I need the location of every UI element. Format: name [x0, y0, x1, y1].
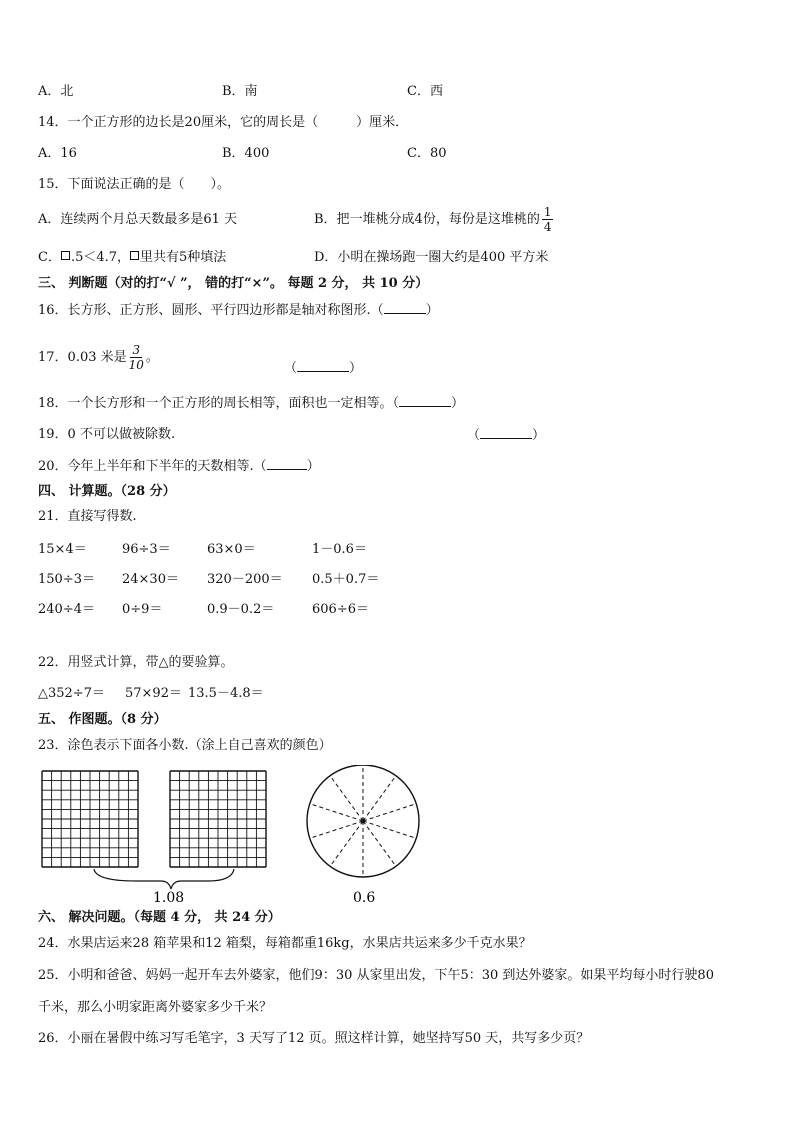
- curly-brace-icon: [94, 869, 234, 889]
- hundred-grid-2[interactable]: [170, 771, 266, 867]
- q21-item: 1－0.6＝: [312, 542, 367, 557]
- box-placeholder-icon: [130, 251, 139, 260]
- q15-option-a: A．连续两个月总天数最多是61 天: [38, 212, 238, 227]
- q17-answer-blank[interactable]: [297, 359, 349, 372]
- q13-option-c: C．西: [407, 84, 443, 99]
- question-19: 19．0 不可以做被除数.: [38, 427, 176, 442]
- q17-text: 17．0.03 米是: [38, 350, 127, 365]
- q14-blank: [318, 114, 356, 126]
- question-26: 26．小丽在暑假中练习写毛笔字，3 天写了12 页。照这样计算，她坚持写50 天，共写多少页？: [38, 1031, 590, 1046]
- ten-part-circle[interactable]: [307, 765, 419, 877]
- circle-radius: [363, 776, 396, 821]
- q15-option-d: D．小明在操场跑一圈大约是400 平方米: [314, 250, 549, 265]
- question-16: [38, 301, 439, 320]
- q18-text: 18．一个长方形和一个正方形的周长相等，面积也一定相等。（: [38, 396, 400, 411]
- circle-radius: [330, 821, 363, 866]
- q21-item: 24×30＝: [122, 572, 179, 587]
- q15-frac-num: 1: [543, 205, 552, 219]
- q15-option-c: [38, 249, 226, 267]
- q18-answer-blank[interactable]: [399, 394, 451, 407]
- question-15: 15．下面说法正确的是（ ）。: [38, 177, 231, 192]
- q18-close: ）: [451, 396, 465, 411]
- q23-figure: [36, 765, 456, 905]
- question-24: 24．水果店运来28 箱苹果和12 箱梨，每箱都重16kg，水果店共运来多少千克水果？: [38, 936, 532, 951]
- q21-item: 0.5＋0.7＝: [312, 572, 380, 587]
- q19-open: （: [467, 428, 481, 443]
- hundred-grid-1[interactable]: [42, 771, 138, 867]
- circle-label: 0.6: [353, 890, 376, 905]
- q19-close: ）: [532, 428, 546, 443]
- q17-frac-num: 3: [132, 343, 141, 357]
- q22-item: △352÷7＝: [38, 686, 105, 701]
- q21-item: 15×4＝: [38, 542, 87, 557]
- circle-center: [361, 819, 366, 824]
- question-14: [38, 114, 408, 132]
- question-22: 22．用竖式计算，带△的要验算。: [38, 655, 234, 670]
- question-18: [38, 394, 464, 413]
- q16-close: ）: [425, 303, 439, 318]
- question-23: 23．涂色表示下面各小数.（涂上自己喜欢的颜色）: [38, 738, 332, 753]
- section-3-title: 三、 判断题（对的打“√ ”， 错的打“×”。 每题 2 分， 共 10 分）: [38, 276, 429, 291]
- grids-label: 1.08: [153, 890, 185, 905]
- circle-radius: [363, 821, 416, 838]
- q13-option-b: B．南: [222, 84, 258, 99]
- q17-close: ）: [349, 361, 363, 376]
- circle-radius: [330, 776, 363, 821]
- q15-option-c-mid: .5＜4.7，: [70, 250, 131, 265]
- q20-text: 20．今年上半年和下半年的天数相等.（: [38, 459, 267, 474]
- question-20: [38, 457, 320, 476]
- q20-close: ）: [306, 459, 320, 474]
- section-4-title: 四、 计算题。（28 分）: [38, 484, 176, 499]
- q21-item: 96÷3＝: [122, 542, 171, 557]
- q17-suffix: 。: [145, 350, 159, 365]
- q20-answer-blank[interactable]: [267, 457, 307, 470]
- q21-item: 320－200＝: [207, 572, 283, 587]
- q17-fraction: [129, 343, 144, 372]
- q17-answer: [284, 359, 362, 378]
- q21-item: 150÷3＝: [38, 572, 95, 587]
- q17-open: （: [284, 361, 298, 376]
- question-21: 21．直接写得数.: [38, 509, 137, 524]
- q19-answer: [467, 426, 545, 445]
- q19-answer-blank[interactable]: [480, 426, 532, 439]
- q13-option-a: A．北: [38, 84, 74, 99]
- circle-radius: [310, 804, 363, 821]
- q21-item: 0÷9＝: [122, 602, 163, 617]
- box-placeholder-icon: [61, 251, 70, 260]
- q14-text: 14．一个正方形的边长是20厘米，它的周长是（: [38, 115, 319, 130]
- q21-item: 240÷4＝: [38, 602, 95, 617]
- question-25-line-1: 25．小明和爸爸、妈妈一起开车去外婆家，他们9：30 从家里出发，下午5：30 到达外婆家。如果平均每小时行驶80: [38, 968, 714, 983]
- q21-item: 0.9－0.2＝: [207, 602, 275, 617]
- question-17: [38, 338, 159, 378]
- q15-frac-den: 4: [543, 220, 552, 234]
- q15-option-c-prefix: C．: [38, 250, 61, 265]
- q16-answer-blank[interactable]: [384, 301, 426, 314]
- section-6-title: 六、 解决问题。（每题 4 分， 共 24 分）: [38, 910, 281, 925]
- circle-radius: [363, 821, 396, 866]
- q15-option-b: [314, 203, 555, 237]
- q16-text: 16．长方形、正方形、圆形、平行四边形都是轴对称图形.（: [38, 303, 384, 318]
- q14-option-a: A．16: [38, 146, 77, 161]
- circle-radius: [310, 821, 363, 838]
- circle-radius: [363, 804, 416, 821]
- q14-option-c: C．80: [407, 146, 447, 161]
- question-25-line-2: 千米，那么小明家距离外婆家多少千米？: [38, 1000, 273, 1015]
- q15-option-b-text: B．把一堆桃分成4份，每份是这堆桃的: [314, 212, 540, 227]
- q17-frac-den: 10: [128, 358, 144, 372]
- q22-item: 57×92＝: [125, 686, 182, 701]
- q15-option-c-after: 里共有5种填法: [140, 250, 227, 265]
- q14-option-b: B．400: [222, 146, 270, 161]
- q15-fraction: [542, 205, 554, 234]
- q14-text-after: ）厘米．: [356, 115, 409, 130]
- q21-item: 63×0＝: [207, 542, 256, 557]
- q22-item: 13.5－4.8＝: [188, 686, 264, 701]
- q21-item: 606÷6＝: [312, 602, 369, 617]
- section-5-title: 五、 作图题。（8 分）: [38, 712, 167, 727]
